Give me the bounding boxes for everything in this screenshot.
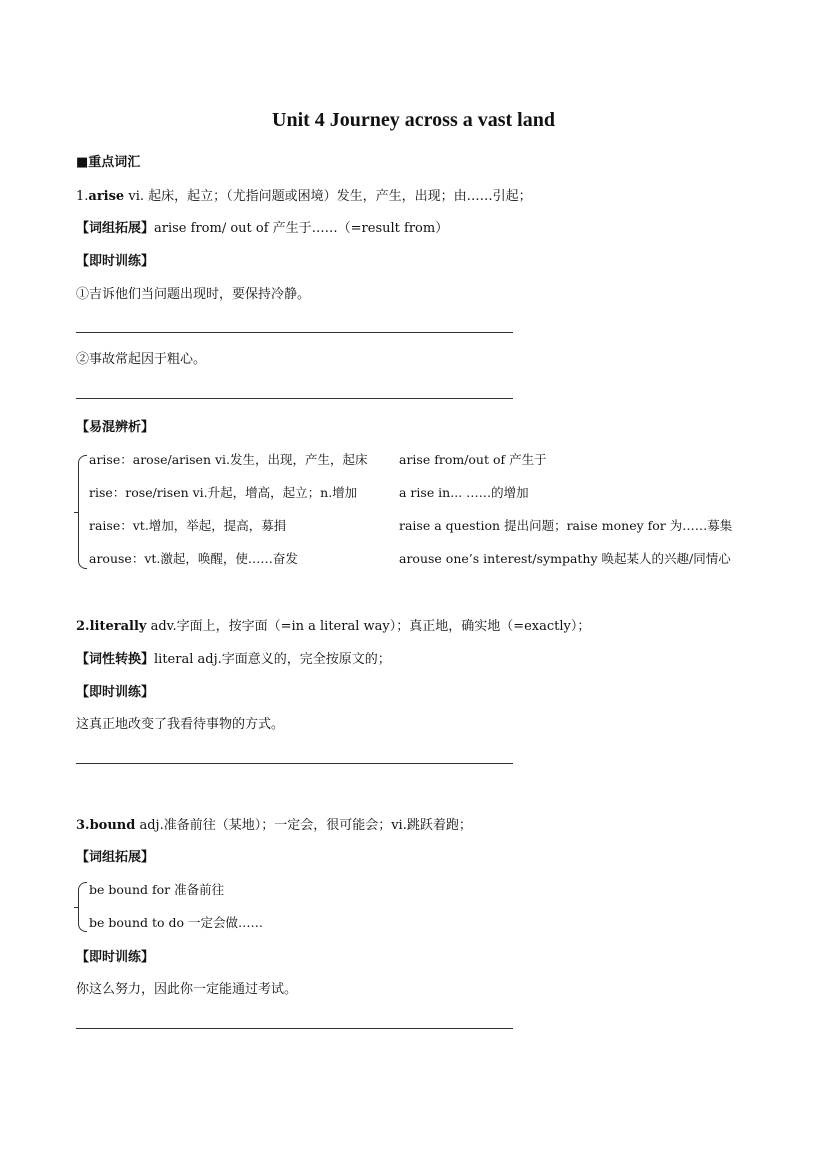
answer-line (76, 332, 513, 333)
answer-line (76, 398, 513, 399)
phrase-extension (76, 217, 448, 236)
phrase-text: arise from/ out of 产生于……（=result from） (154, 221, 449, 236)
practice-question-1: ①吉诉他们当问题出现时，要保持冷静。 (76, 287, 311, 302)
practice-tag: 【即时训练】 (76, 685, 155, 700)
answer-line (76, 1028, 513, 1029)
conversion-tag: 【词性转换】 (76, 652, 155, 667)
phrase-item: be bound for 准备前往 (89, 882, 225, 897)
entry-bound (76, 814, 472, 833)
practice-tag: 【即时训练】 (76, 950, 155, 965)
practice-tag: 【即时训练】 (76, 254, 155, 269)
entry-definition: vi. 起床，起立；（尤指问题或困境）发生，产生，出现；由……引起； (124, 189, 532, 204)
entry-arise (76, 185, 532, 204)
entry-number: 3. (76, 818, 90, 833)
compare-right: arise from/out of 产生于 (399, 452, 547, 467)
compare-left: arise：arose/arisen vi.发生，出现，产生，起床 (89, 452, 368, 467)
compare-left: raise：vt.增加，举起，提高，募捐 (89, 518, 287, 533)
practice-question-2: ②事故常起因于粗心。 (76, 352, 207, 367)
compare-right: a rise in... ……的增加 (399, 485, 529, 500)
phrase-item: be bound to do 一定会做…… (89, 915, 263, 930)
entry-word: arise (88, 189, 125, 204)
entry-word: literally (89, 619, 147, 634)
entry-word: bound (89, 818, 136, 833)
conversion-text: literal adj.字面意义的，完全按原文的； (154, 652, 391, 667)
entry-definition: adj.准备前往（某地）；一定会，很可能会；vi.跳跃着跑； (135, 818, 472, 833)
phrase-tag: 【词组拓展】 (76, 221, 155, 236)
entry-literally (76, 615, 590, 634)
brace-bracket (78, 882, 87, 932)
practice-question-1: 这真正地改变了我看待事物的方式。 (76, 717, 285, 732)
compare-right: raise a question 提出问题；raise money for 为……募集 (399, 518, 733, 533)
compare-left: rise：rose/risen vi.升起，增高，起立；n.增加 (89, 485, 358, 500)
answer-line (76, 763, 513, 764)
page-title: Unit 4 Journey across a vast land (272, 109, 555, 131)
entry-number: 2. (76, 619, 90, 634)
section-heading: ■重点词汇 (76, 155, 141, 170)
phrase-tag: 【词组拓展】 (76, 850, 155, 865)
entry-number: 1. (76, 189, 89, 204)
practice-question-1: 你这么努力，因此你一定能通过考试。 (76, 982, 298, 997)
compare-left: arouse：vt.激起，唤醒，使……奋发 (89, 551, 298, 566)
confusion-tag: 【易混辨析】 (76, 420, 155, 435)
entry-definition: adv.字面上，按字面（=in a literal way）；真正地，确实地（=exactly）； (146, 619, 591, 634)
part-of-speech-conversion (76, 648, 391, 667)
compare-right: arouse one’s interest/sympathy 唤起某人的兴趣/同情心 (399, 551, 731, 566)
brace-bracket (78, 455, 87, 569)
